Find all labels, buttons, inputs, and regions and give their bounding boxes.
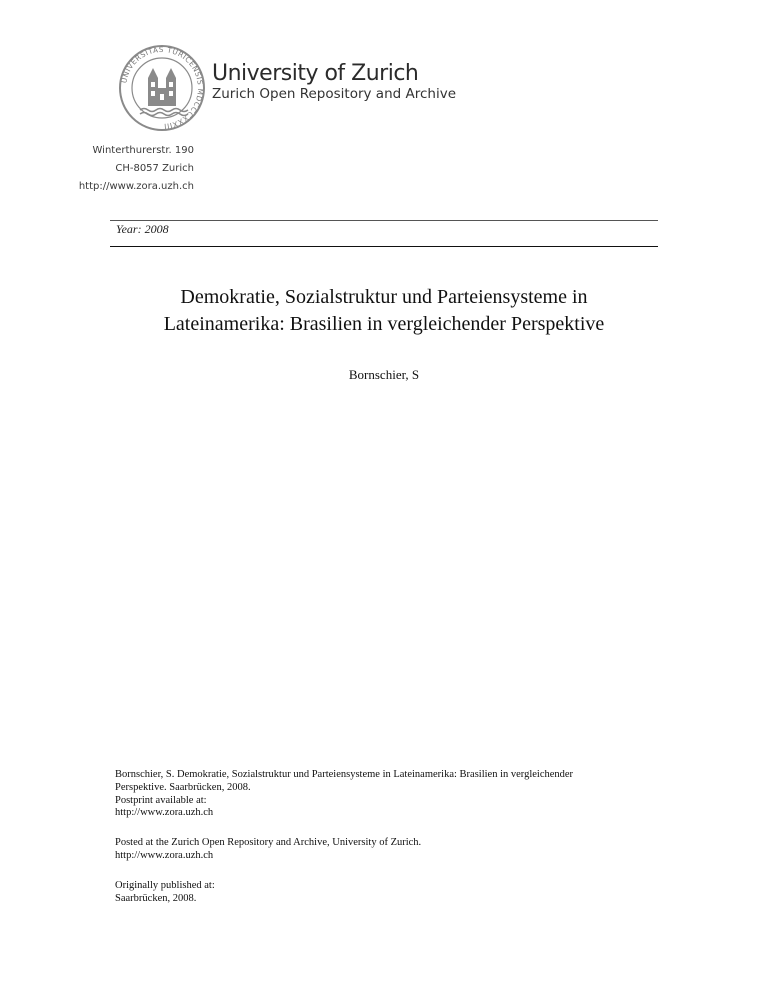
publication-year: Year: 2008 <box>116 222 169 236</box>
svg-text:UNIVERSITAS TURICENSIS MDCCCXX: UNIVERSITAS TURICENSIS MDCCCXXXIII <box>119 44 206 131</box>
top-divider <box>110 220 658 221</box>
postprint-url-link[interactable]: http://www.zora.uzh.ch <box>115 807 214 819</box>
posted-url-link[interactable]: http://www.zora.uzh.ch <box>115 849 214 861</box>
institution-name: University of Zurich <box>212 61 419 86</box>
address-url-link[interactable]: http://www.zora.uzh.ch <box>78 181 194 192</box>
document-title-line-1: Demokratie, Sozialstruktur und Parteiensysteme in <box>180 286 588 308</box>
institution-address <box>79 142 194 196</box>
citation-block <box>115 769 573 820</box>
posted-statement: Posted at the Zurich Open Repository and Archive, University of Zurich. <box>115 837 422 848</box>
university-seal-logo <box>118 44 206 132</box>
address-city: CH-8057 Zurich <box>115 163 194 174</box>
repository-name: Zurich Open Repository and Archive <box>212 86 457 102</box>
original-publication-block <box>115 880 215 906</box>
citation-line-1: Bornschier, S. Demokratie, Sozialstruktur und Parteiensysteme in Lateinamerika: Brasilien in vergleichender <box>115 769 574 780</box>
posted-block <box>115 837 421 863</box>
document-author: Bornschier, S <box>348 367 420 382</box>
postprint-label: Postprint available at: <box>115 794 207 806</box>
bottom-divider <box>110 246 658 247</box>
citation-line-2: Perspektive. Saarbrücken, 2008. <box>115 781 251 793</box>
original-label: Originally published at: <box>115 880 215 891</box>
document-title-line-2: Lateinamerika: Brasilien in vergleichender Perspektive <box>163 313 605 335</box>
address-street: Winterthurerstr. 190 <box>92 145 194 156</box>
original-source: Saarbrücken, 2008. <box>115 892 197 904</box>
